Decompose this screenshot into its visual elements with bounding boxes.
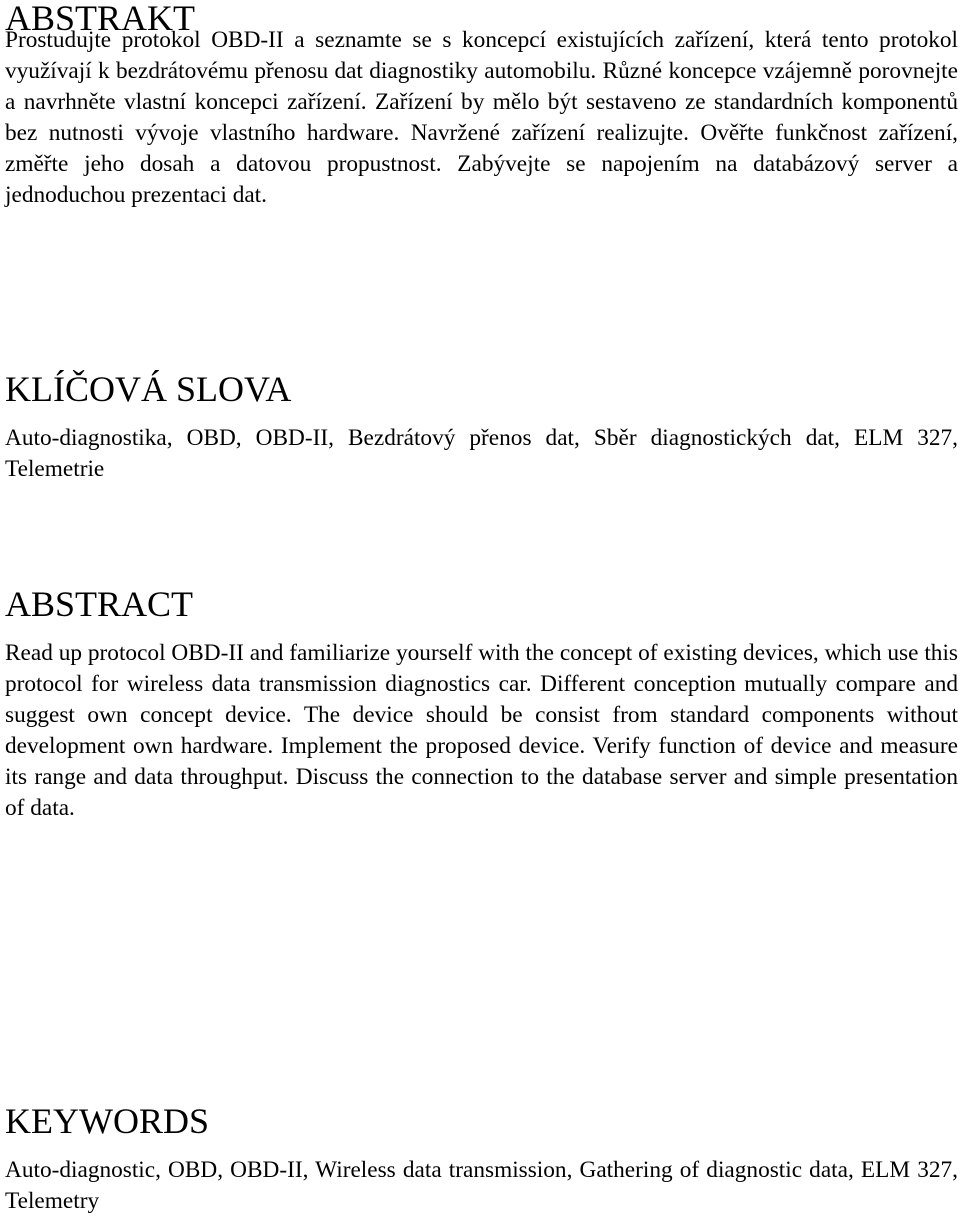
keywords-heading: KEYWORDS	[5, 1101, 209, 1141]
klicova-slova-paragraph: Auto-diagnostika, OBD, OBD-II, Bezdrátový přenos dat, Sběr diagnostických dat, ELM 327, Telemetrie	[5, 425, 958, 482]
klicova-slova-heading: KLÍČOVÁ SLOVA	[5, 369, 292, 409]
abstract-heading: ABSTRACT	[5, 584, 194, 624]
abstract-paragraph: Read up protocol OBD-II and familiarize yourself with the concept of existing devices, which use this protocol for wireless data transmission diagnostics car. Different conception mutually compare and suggest own concept device. The device should be consist from standard components without development own hardware. Implement the proposed device. Verify function of device and measure its range and data throughput. Discuss the connection to the database server and simple presentation of data.	[5, 640, 958, 821]
abstrakt-heading: ABSTRAKT	[5, 0, 196, 38]
keywords-paragraph: Auto-diagnostic, OBD, OBD-II, Wireless data transmission, Gathering of diagnostic data, ELM 327, Telemetry	[5, 1157, 958, 1214]
abstrakt-paragraph: Prostudujte protokol OBD-II a seznamte se s koncepcí existujících zařízení, která tento protokol využívají k bezdrátovému přenosu dat diagnostiky automobilu. Různé koncepce vzájemně porovnejte a navrhněte vlastní koncepci zařízení. Zařízení by mělo být sestaveno ze standardních komponentů bez nutnosti vývoje vlastního hardware. Navržené zařízení realizujte. Ověřte funkčnost zařízení, změřte jeho dosah a datovou propustnost. Zabývejte se napojením na databázový server a jednoduchou prezentaci dat.	[5, 27, 958, 208]
